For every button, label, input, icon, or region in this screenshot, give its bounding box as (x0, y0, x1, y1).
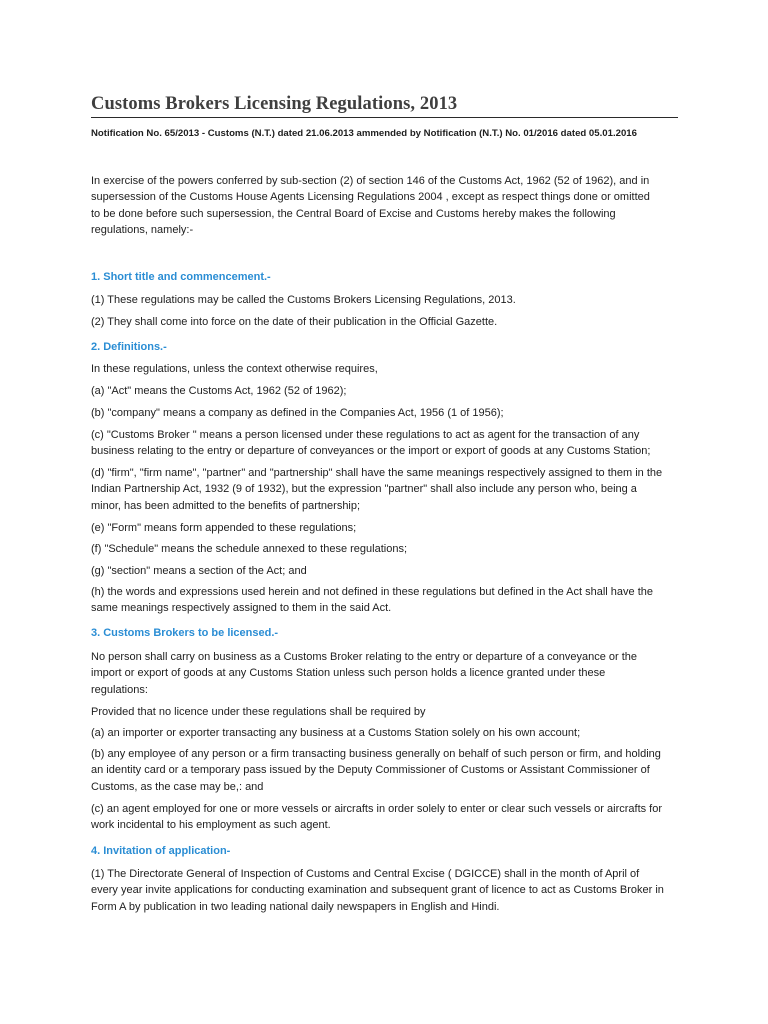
clause-line: (h) the words and expressions used herein and not defined in these regulations but defined in the Act shall have the (91, 586, 653, 598)
clause-line: business relating to the entry or departure of conveyances or the import or export of goods at any Customs Station; (91, 445, 651, 458)
proviso-item-c (91, 801, 662, 834)
section-1-clause-1 (91, 292, 516, 308)
clause-line: Customs, as the case may be,: and (91, 780, 264, 793)
definition-b (91, 405, 504, 421)
preamble-line: supersession of the Customs House Agents Licensing Regulations 2004 , except as respect things done or omitted (91, 191, 650, 204)
clause-line: (1) These regulations may be called the Customs Brokers Licensing Regulations, 2013. (91, 294, 516, 306)
clause-line: (a) an importer or exporter transacting any business at a Customs Station solely on his own account; (91, 727, 581, 739)
section-heading-1: 1. Short title and commencement.- (91, 271, 271, 283)
definition-d (91, 465, 662, 514)
clause-line: In these regulations, unless the context otherwise requires, (91, 363, 378, 375)
clause-line: regulations: (91, 683, 148, 696)
clause-line: (c) an agent employed for one or more vessels or aircrafts in order solely to enter or clear such vessels or aircrafts for (91, 803, 663, 815)
definition-f (91, 541, 407, 557)
definition-a (91, 383, 346, 399)
section-heading-4: 4. Invitation of application- (91, 845, 231, 857)
clause-line: (d) "firm", "firm name", "partner" and "partnership" shall have the same meanings respectively assigned to them in the (91, 467, 663, 479)
clause-line: (2) They shall come into force on the date of their publication in the Official Gazette. (91, 316, 498, 328)
section-heading-3: 3. Customs Brokers to be licensed.- (91, 627, 279, 639)
clause-line: every year invite applications for conducting examination and subsequent grant of licence to act as Customs Broker in (91, 884, 664, 897)
section-1-clause-2 (91, 314, 497, 330)
definition-c (91, 427, 650, 460)
section-heading-2: 2. Definitions.- (91, 341, 167, 353)
clause-line: (g) "section" means a section of the Act; and (91, 565, 307, 577)
clause-line: Indian Partnership Act, 1932 (9 of 1932), but the expression "partner" shall also include any person who, being a (91, 483, 637, 496)
clause-line: minor, has been admitted to the benefits of partnership; (91, 499, 361, 512)
document-title: Customs Brokers Licensing Regulations, 2013 (91, 94, 458, 114)
clause-line: Form A by publication in two leading national daily newspapers in English and Hindi. (91, 900, 500, 913)
clause-line: (b) "company" means a company as defined in the Companies Act, 1956 (1 of 1956); (91, 407, 504, 419)
definition-h (91, 584, 653, 617)
proviso-item-b (91, 746, 661, 795)
preamble-line: to be done before such supersession, the Central Board of Excise and Customs hereby makes the following (91, 207, 616, 220)
section-3-paragraph (91, 649, 637, 698)
clause-line: Provided that no licence under these regulations shall be required by (91, 706, 426, 718)
clause-line: (c) "Customs Broker " means a person licensed under these regulations to act as agent for the transaction of any (91, 429, 640, 441)
clause-line: an identity card or a temporary pass issued by the Deputy Commissioner of Customs or Assistant Commissioner of (91, 764, 650, 777)
section-3-proviso (91, 704, 426, 720)
clause-line: import or export of goods at any Customs Station unless such person holds a licence granted under these (91, 667, 606, 680)
definition-g (91, 563, 307, 579)
section-2-intro (91, 361, 378, 377)
notification-line: Notification No. 65/2013 - Customs (N.T.) dated 21.06.2013 ammended by Notification (N.T.) No. 01/2016 dated 05.01.2016 (91, 128, 637, 139)
clause-line: (1) The Directorate General of Inspection of Customs and Central Excise ( DGICCE) shall in the month of April of (91, 868, 640, 880)
section-4-clause-1 (91, 866, 664, 915)
clause-line: (a) "Act" means the Customs Act, 1962 (52 of 1962); (91, 385, 347, 397)
clause-line: (f) "Schedule" means the schedule annexed to these regulations; (91, 543, 408, 555)
clause-line: No person shall carry on business as a Customs Broker relating to the entry or departure of a conveyance or the (91, 651, 638, 663)
clause-line: work incidental to his employment as such agent. (91, 819, 331, 832)
title-divider (91, 117, 678, 118)
clause-line: same meanings respectively assigned to them in the said Act. (91, 602, 392, 615)
clause-line: (e) "Form" means form appended to these regulations; (91, 522, 357, 534)
preamble-line: In exercise of the powers conferred by sub-section (2) of section 146 of the Customs Act, 1962 (52 of 1962), and in (91, 175, 650, 187)
clause-line: (b) any employee of any person or a firm transacting business generally on behalf of such person or firm, and holding (91, 748, 661, 760)
preamble-line: regulations, namely:- (91, 224, 194, 237)
definition-e (91, 520, 356, 536)
preamble-paragraph (91, 173, 650, 239)
proviso-item-a (91, 725, 580, 741)
